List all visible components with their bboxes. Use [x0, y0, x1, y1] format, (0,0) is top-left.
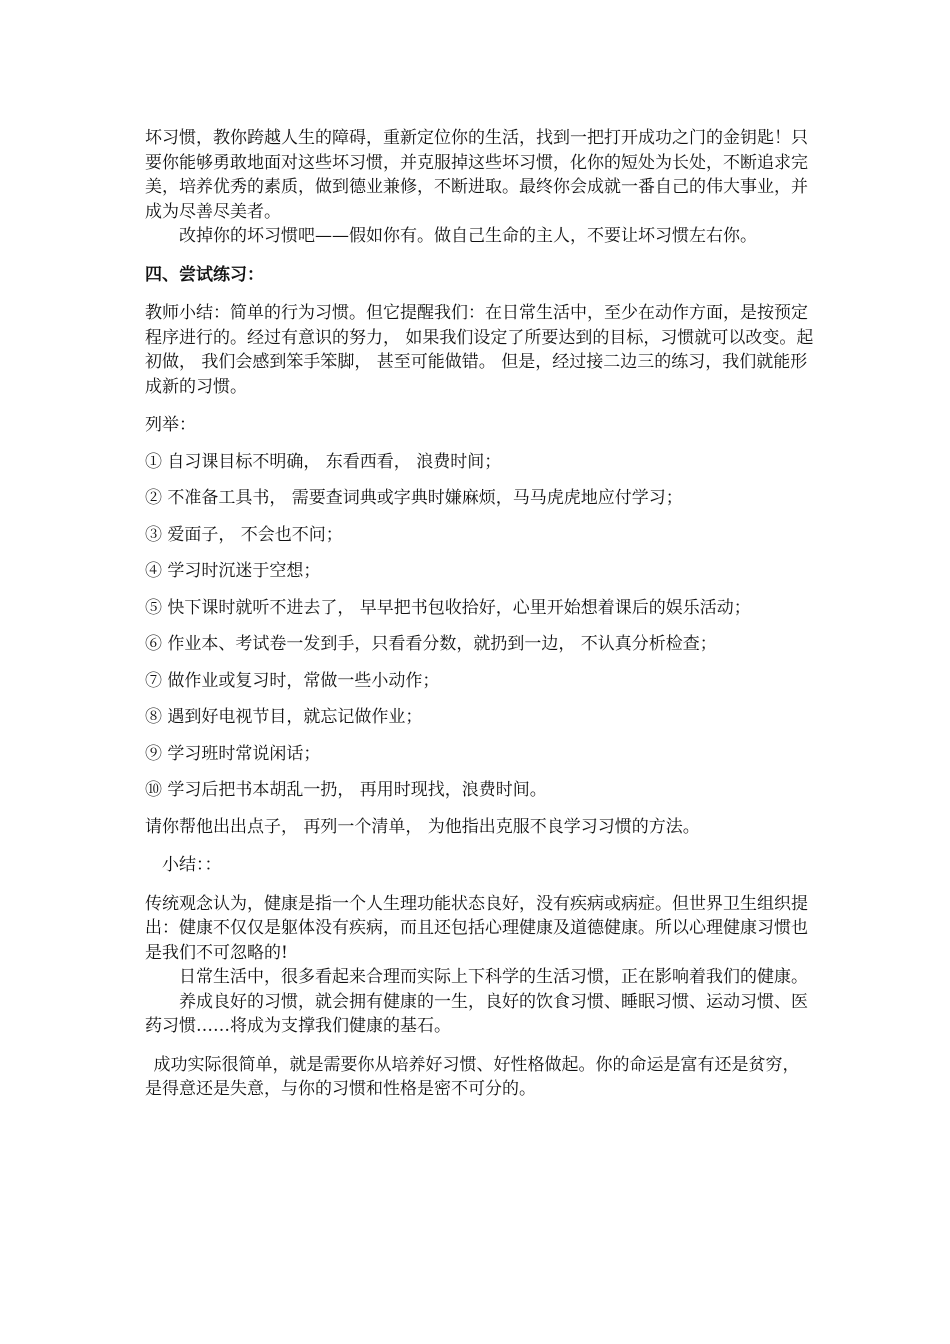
- list-item: ④ 学习时沉迷于空想；: [145, 561, 321, 581]
- habit-list: [145, 450, 815, 803]
- list-item: ⑥ 作业本、考试卷一发到手，只看看分数，就扔到一边， 不认真分析检查；: [145, 634, 717, 654]
- health-paragraph-3: 养成良好的习惯，就会拥有健康的一生，良好的饮食习惯、睡眠习惯、运动习惯、医药习惯……将成为支撑我们健康的基石。: [145, 991, 808, 1036]
- list-item: ① 自习课目标不明确， 东看西看， 浪费时间；: [145, 451, 502, 472]
- health-paragraph-2: 日常生活中，很多看起来合理而实际上下科学的生活习惯，正在影响着我们的健康。: [179, 967, 808, 987]
- list-item: ⑩ 学习后把书本胡乱一扔， 再用时现找，浪费时间。: [145, 780, 547, 800]
- health-paragraph: 传统观念认为，健康是指一个人生理功能状态良好，没有疾病或病症。但世界卫生组织提出：健康不仅仅是躯体没有疾病，而且还包括心理健康及道德健康。所以心理健康习惯也是我们不可忽略的!: [145, 893, 808, 963]
- list-item: ② 不准备工具书， 需要查词典或字典时嫌麻烦，马马虎虎地应付学习；: [145, 488, 683, 508]
- list-item: ⑨ 学习班时常说闲话；: [145, 743, 321, 764]
- document-page: [145, 126, 815, 1102]
- list-item: ⑦ 做作业或复习时，常做一些小动作；: [145, 670, 440, 691]
- summary-label: 小结：：: [162, 855, 222, 875]
- section-heading: 四、尝试练习：: [145, 264, 264, 285]
- intro-paragraph-2: 改掉你的坏习惯吧——假如你有。做自己生命的主人，不要让坏习惯左右你。: [179, 226, 757, 246]
- list-item: ③ 爱面子， 不会也不问；: [145, 524, 343, 545]
- exercise-prompt: 请你帮他出出点子， 再列一个清单， 为他指出克服不良学习习惯的方法。: [145, 816, 700, 837]
- closing-paragraph: 成功实际很简单，就是需要你从培养好习惯、好性格做起。你的命运是富有还是贫穷，是得意还是失意，与你的习惯和性格是密不可分的。: [145, 1054, 800, 1099]
- teacher-summary: 教师小结：简单的行为习惯。但它提醒我们：在日常生活中，至少在动作方面，是按预定程序进行的。经过有意识的努力， 如果我们设定了所要达到的目标，习惯就可以改变。起初做， 我们会感到笨手笨脚， 甚至可能做错。 但是，经过接二边三的练习，我们就能形成新的习惯。: [145, 303, 814, 397]
- list-item: ⑧ 遇到好电视节目，就忘记做作业；: [145, 707, 423, 727]
- list-item: ⑤ 快下课时就听不进去了， 早早把书包收拾好，心里开始想着课后的娱乐活动；: [145, 597, 751, 618]
- list-label: 列举：: [145, 415, 196, 435]
- intro-paragraph: 坏习惯，教你跨越人生的障碍，重新定位你的生活，找到一把打开成功之门的金钥匙！只要你能够勇敢地面对这些坏习惯，并克服掉这些坏习惯，化你的短处为长处，不断追求完美，培养优秀的素质，做到德业兼修，不断进取。最终你会成就一番自己的伟大事业，并成为尽善尽美者。: [145, 128, 808, 222]
